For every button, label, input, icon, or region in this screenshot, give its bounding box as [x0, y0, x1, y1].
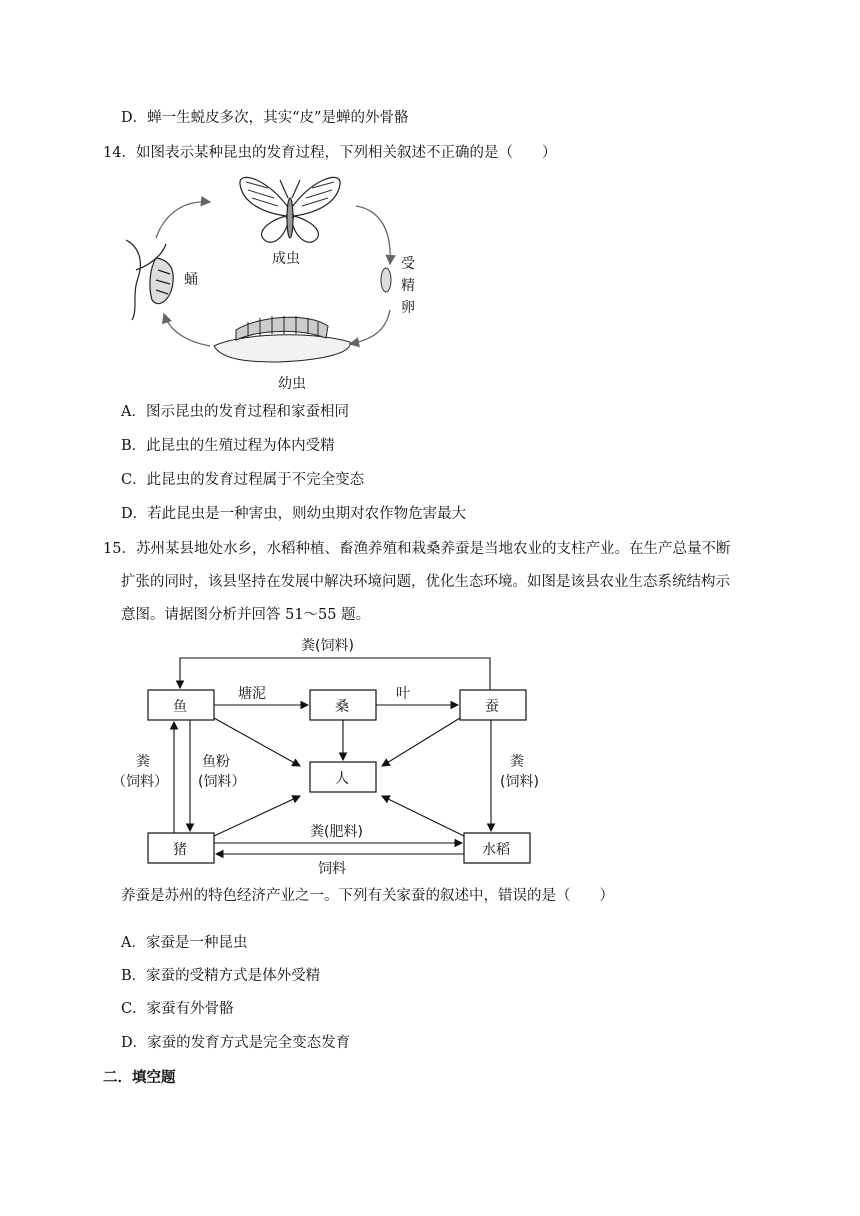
egg-char-3: 卵 — [401, 300, 415, 316]
q14-option-b: B．此昆虫的生殖过程为体内受精 — [121, 438, 335, 454]
q14-option-d: D．若此昆虫是一种害虫，则幼虫期对农作物危害最大 — [121, 506, 467, 522]
q15-option-b: B．家蚕的受精方式是体外受精 — [121, 968, 321, 984]
pupa-icon — [126, 240, 173, 320]
rice-label: 水稻 — [482, 842, 510, 858]
left-dung-label-1: 粪 — [136, 754, 150, 770]
q14-stem: 14．如图表示某种昆虫的发育过程，下列相关叙述不正确的是（ ） — [103, 145, 557, 161]
q14-option-c: C．此昆虫的发育过程属于不完全变态 — [121, 472, 365, 488]
adult-label: 成虫 — [272, 251, 300, 267]
egg-icon — [381, 268, 391, 292]
fishmeal-label-2: (饲料） — [198, 774, 246, 790]
q13-option-d: D．蝉一生蜕皮多次，其实“皮”是蝉的外骨骼 — [121, 110, 409, 126]
q15-option-c: C．家蚕有外骨骼 — [121, 1001, 234, 1017]
top-dung-label: 粪(饲料) — [301, 638, 354, 654]
fertilizer-label: 粪(肥料) — [310, 824, 363, 840]
agri-ecosystem-diagram — [112, 630, 568, 880]
larva-label: 幼虫 — [278, 376, 306, 392]
silkworm-label: 蚕 — [485, 699, 499, 715]
left-dung-label-2: （饲料） — [112, 774, 168, 790]
egg-char-1: 受 — [401, 256, 415, 272]
mulberry-label: 桑 — [335, 699, 349, 715]
pond-mud-label: 塘泥 — [238, 686, 266, 702]
section-2-title: 二．填空题 — [103, 1070, 176, 1086]
egg-char-2: 精 — [401, 278, 415, 294]
q15-option-a: A．家蚕是一种昆虫 — [121, 935, 248, 951]
insect-lifecycle-figure — [118, 170, 438, 395]
butterfly-icon — [240, 177, 340, 242]
q15-stem-line-1: 15．苏州某县地处水乡，水稻种植、畜渔养殖和栽桑养蚕是当地农业的支柱产业。在生产总量不断 — [103, 541, 731, 557]
q15-question: 养蚕是苏州的特色经济产业之一。下列有关家蚕的叙述中，错误的是（ ） — [121, 888, 614, 904]
human-label: 人 — [335, 771, 349, 787]
q15-stem-line-3: 意图。请据图分析并回答 51～55 题。 — [121, 607, 371, 623]
q15-stem-line-2: 扩张的同时，该县坚持在发展中解决环境问题，优化生态环境。如图是该县农业生态系统结构示 — [121, 574, 730, 590]
pig-label: 猪 — [173, 842, 187, 858]
fish-label: 鱼 — [173, 699, 187, 715]
q15-option-d: D．家蚕的发育方式是完全变态发育 — [121, 1035, 351, 1051]
fishmeal-label-1: 鱼粉 — [202, 754, 230, 770]
right-dung-label-2: (饲料) — [500, 774, 539, 790]
pupa-label: 蛹 — [184, 272, 198, 288]
leaf-label: 叶 — [396, 686, 410, 702]
q14-option-a: A．图示昆虫的发育过程和家蚕相同 — [121, 404, 349, 420]
feed-label: 饲料 — [318, 861, 346, 877]
larva-icon — [214, 316, 350, 362]
right-dung-label-1: 粪 — [510, 754, 524, 770]
